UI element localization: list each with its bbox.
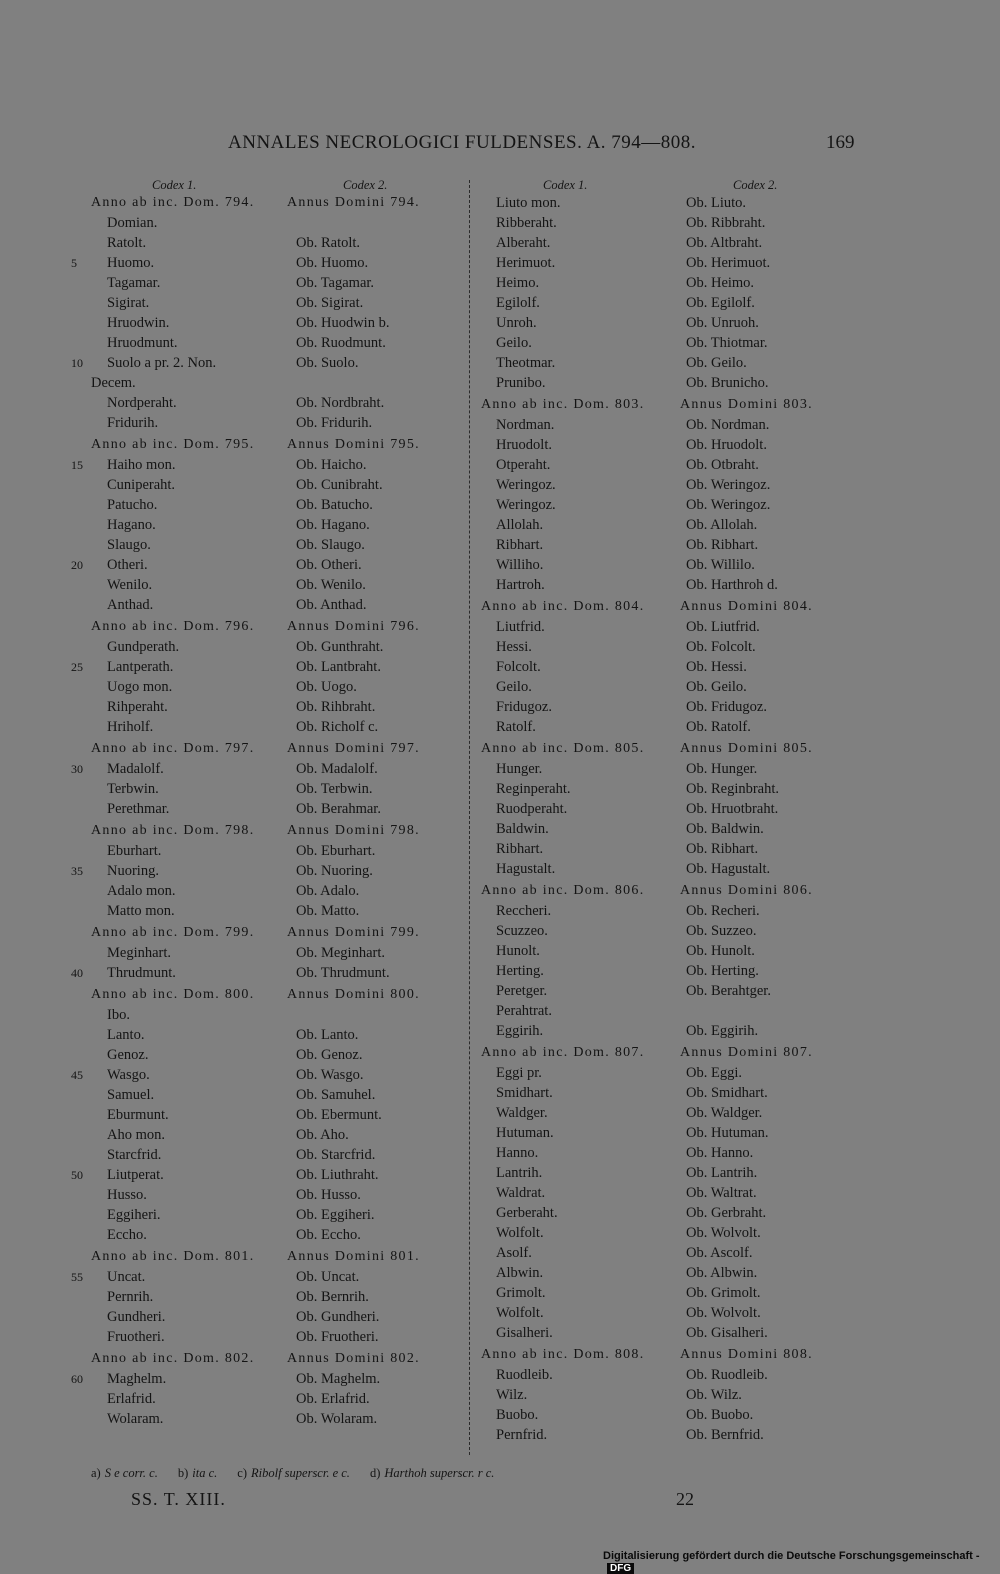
line-number: 10 [71,356,83,370]
year-heading-codex-2: Annus Domini 797. [287,741,420,756]
entry-codex-2: Ob. Ratolt. [296,235,361,251]
entry-codex-2: Ob. Albwin. [686,1265,758,1281]
entry-codex-1: Liutfrid. [496,619,545,635]
year-heading-codex-1: Anno ab inc. Dom. 808. [481,1347,645,1362]
entry-codex-2: Ob. Herimuot. [686,255,771,271]
entry-codex-2: Ob. Recheri. [686,903,760,919]
entry-codex-2: Ob. Gisalheri. [686,1325,768,1341]
entry-codex-1: Genoz. [107,1047,149,1063]
footnote [178,1466,217,1480]
entry-codex-2: Ob. Lanto. [296,1027,359,1043]
footnote-mark: d) [369,1466,381,1480]
entry-codex-1: Eggi pr. [496,1065,542,1081]
entry-codex-2: Ob. Hunolt. [686,943,755,959]
entry-codex-2: Ob. Fridurih. [296,415,373,431]
entry-codex-2: Ob. Brunicho. [686,375,769,391]
entry-codex-2: Ob. Berahtger. [686,983,771,999]
entry-codex-2: Ob. Anthad. [296,597,367,613]
entry-codex-1: Ruodleib. [496,1367,553,1383]
entry-codex-1: Unroh. [496,315,537,331]
entry-codex-1: Hriholf. [107,719,154,735]
entry-codex-2: Ob. Hagustalt. [686,861,771,877]
entry-codex-2: Ob. Uogo. [296,679,357,695]
footnote-mark: a) [91,1466,101,1480]
entry-codex-1: Ratolt. [107,235,147,251]
running-title: ANNALES NECROLOGICI FULDENSES. A. 794—808. [228,132,697,153]
entry-codex-1: Wilz. [496,1387,528,1403]
entry-codex-2: Ob. Starcfrid. [296,1147,376,1163]
line-number: 35 [71,864,83,878]
line-number: 55 [71,1270,83,1284]
entry-codex-2: Ob. Huodwin b. [296,315,390,331]
entry-codex-2: Ob. Ribhart. [686,537,759,553]
entry-codex-1: Nordperaht. [107,395,177,411]
entry-codex-2: Ob. Batucho. [296,497,373,513]
entry-codex-2: Ob. Cunibraht. [296,477,383,493]
entry-codex-1: Scuzzeo. [496,923,548,939]
entry-codex-2: Ob. Richolf c. [296,719,379,735]
entry-codex-2: Ob. Allolah. [686,517,758,533]
page-number: 169 [826,132,855,153]
entry-codex-1: Sigirat. [107,295,150,311]
entry-codex-1: Wolaram. [107,1411,164,1427]
entry-codex-1: Starcfrid. [107,1147,162,1163]
year-heading-codex-2: Annus Domini 798. [287,823,420,838]
entry-codex-1: Egilolf. [496,295,540,311]
entry-codex-1: Geilo. [496,679,532,695]
year-heading-codex-2: Annus Domini 807. [680,1045,813,1060]
entry-codex-1: Adalo mon. [107,883,176,899]
entry-codex-1: Reccheri. [496,903,552,919]
entry-codex-2: Ob. Genoz. [296,1047,363,1063]
entry-codex-1: Ribhart. [496,841,544,857]
entry-codex-1: Ribberaht. [496,215,557,231]
entry-codex-1: Uncat. [107,1269,146,1285]
year-heading-codex-1: Anno ab inc. Dom. 803. [481,397,645,412]
entry-codex-2: Ob. Erlafrid. [296,1391,370,1407]
year-heading-codex-1: Anno ab inc. Dom. 800. [91,987,255,1002]
entry-codex-1: Buobo. [496,1407,539,1423]
entry-codex-1: Fridurih. [107,415,159,431]
entry-codex-2: Ob. Suolo. [296,355,359,371]
footnote-text: S e corr. c. [104,1466,158,1480]
entry-codex-2: Ob. Fruotheri. [296,1329,379,1345]
dfg-logo: DFG [607,1563,634,1574]
entry-codex-1: Perethmar. [107,801,170,817]
entry-codex-2: Ob. Lantrih. [686,1165,758,1181]
entry-codex-1: Waldrat. [496,1185,546,1201]
entry-codex-1: Asolf. [496,1245,532,1261]
footnote-mark: b) [177,1466,189,1480]
entry-codex-2: Ob. Baldwin. [686,821,764,837]
year-heading-codex-2: Annus Domini 802. [287,1351,420,1366]
entry-codex-2: Ob. Sigirat. [296,295,364,311]
entry-codex-1: Weringoz. [496,477,556,493]
entry-codex-2: Ob. Nordbraht. [296,395,385,411]
entry-codex-2: Ob. Adalo. [296,883,360,899]
page-header [0,132,1000,162]
entry-codex-2: Ob. Altbraht. [686,235,763,251]
entry-codex-2: Ob. Buobo. [686,1407,754,1423]
entry-codex-1: Herting. [496,963,544,979]
entry-codex-2: Ob. Ruodmunt. [296,335,386,351]
footnote [237,1466,350,1480]
entry-codex-1: Thrudmunt. [107,965,176,981]
entry-codex-2: Ob. Wolaram. [296,1411,378,1427]
entry-codex-1: Smidhart. [496,1085,553,1101]
entry-codex-1: Ruodperaht. [496,801,568,817]
entry-codex-1: Gerberaht. [496,1205,558,1221]
entry-codex-2: Ob. Harthroh d. [686,577,778,593]
entry-codex-2: Ob. Ratolf. [686,719,751,735]
entry-codex-1: Rihperaht. [107,699,168,715]
entry-codex-2: Ob. Nuoring. [296,863,373,879]
entry-codex-1: Peretger. [496,983,548,999]
year-heading-codex-1: Anno ab inc. Dom. 799. [91,925,255,940]
entry-codex-1: Theotmar. [496,355,556,371]
entry-codex-1: Albwin. [496,1265,544,1281]
entry-codex-2: Ob. Hanno. [686,1145,754,1161]
line-number: 60 [71,1372,83,1386]
entry-codex-1: Madalolf. [107,761,164,777]
entry-codex-1: Allolah. [496,517,544,533]
entry-codex-1: Hanno. [496,1145,539,1161]
year-heading-codex-1: Anno ab inc. Dom. 797. [91,741,255,756]
entry-codex-1: Cuniperaht. [107,477,176,493]
entry-codex-2: Ob. Waltrat. [686,1185,757,1201]
entry-codex-2: Ob. Eccho. [296,1227,361,1243]
entry-codex-2: Ob. Gunthraht. [296,639,384,655]
entry-codex-1: Liutperat. [107,1167,164,1183]
entry-codex-2: Ob. Suzzeo. [686,923,757,939]
entry-codex-1: Husso. [107,1187,147,1203]
entry-codex-1: Reginperaht. [496,781,571,797]
entry-codex-2: Ob. Unruoh. [686,315,759,331]
entry-codex-2: Ob. Terbwin. [296,781,373,797]
entry-codex-2: Ob. Geilo. [686,679,747,695]
entry-codex-1: Tagamar. [107,275,161,291]
year-heading-codex-2: Annus Domini 805. [680,741,813,756]
entry-codex-1: Wenilo. [107,577,153,593]
year-heading-codex-1: Anno ab inc. Dom. 806. [481,883,645,898]
line-number: 50 [71,1168,83,1182]
entry-codex-1: Eggirih. [496,1023,544,1039]
entry-codex-1: Nordman. [496,417,555,433]
entry-codex-2: Ob. Ribbraht. [686,215,766,231]
entry-codex-2: Ob. Matto. [296,903,360,919]
entry-codex-2: Ob. Samuhel. [296,1087,376,1103]
entry-codex-2: Ob. Gerbraht. [686,1205,767,1221]
footnote-text: Ribolf superscr. e c. [250,1466,350,1480]
entry-codex-2: Ob. Smidhart. [686,1085,768,1101]
entry-codex-1: Otheri. [107,557,148,573]
year-heading-codex-2: Annus Domini 799. [287,925,420,940]
footnote-mark: c) [237,1466,247,1480]
entry-codex-2: Ob. Fridugoz. [686,699,767,715]
year-heading-codex-1: Anno ab inc. Dom. 801. [91,1249,255,1264]
year-heading-codex-1: Anno ab inc. Dom. 794. [91,195,255,210]
year-heading-codex-2: Annus Domini 795. [287,437,420,452]
entry-codex-1: Wasgo. [107,1067,150,1083]
entry-codex-2: Ob. Egilolf. [686,295,755,311]
entry-codex-1: Herimuot. [496,255,556,271]
entry-codex-2: Ob. Hunger. [686,761,758,777]
digitization-notice [603,1550,1000,1574]
entry-codex-1: Eggiheri. [107,1207,161,1223]
entry-codex-2: Ob. Uncat. [296,1269,360,1285]
entry-codex-2: Ob. Hruodolt. [686,437,767,453]
line-number: 40 [71,966,83,980]
entry-codex-1: Liuto mon. [496,195,561,211]
entry-codex-2: Ob. Aho. [296,1127,349,1143]
year-heading-codex-2: Annus Domini 803. [680,397,813,412]
entry-codex-2: Ob. Ribhart. [686,841,759,857]
digitization-text: Digitalisierung gefördert durch die Deutsche Forschungsgemeinschaft - [603,1550,980,1562]
entry-codex-1: Slaugo. [107,537,151,553]
entry-codex-1: Hartroh. [496,577,545,593]
entry-codex-1: Maghelm. [107,1371,167,1387]
entry-codex-2: Ob. Ebermunt. [296,1107,382,1123]
entry-codex-1: Lanto. [107,1027,145,1043]
entry-codex-1: Heimo. [496,275,540,291]
entry-codex-1: Fridugoz. [496,699,552,715]
year-heading-codex-1: Anno ab inc. Dom. 798. [91,823,255,838]
entry-codex-1: Hessi. [496,639,532,655]
entry-codex-2: Ob. Liutfrid. [686,619,760,635]
entry-codex-1: Baldwin. [496,821,549,837]
entry-codex-1: Anthad. [107,597,154,613]
entry-codex-1: Wolfolt. [496,1225,544,1241]
entry-codex-2: Ob. Weringoz. [686,477,771,493]
entry-codex-2: Ob. Hruotbraht. [686,801,779,817]
footnote [370,1466,495,1480]
year-heading-codex-1: Anno ab inc. Dom. 805. [481,741,645,756]
entry-codex-2: Ob. Herting. [686,963,759,979]
year-heading-codex-1: Anno ab inc. Dom. 807. [481,1045,645,1060]
entry-codex-1: Eburhart. [107,843,162,859]
codex-1-heading: Codex 1. [543,178,588,192]
codex-2-heading: Codex 2. [343,178,388,192]
entry-codex-1: Alberaht. [496,235,551,251]
entry-codex-2: Ob. Huomo. [296,255,369,271]
entry-codex-1: Geilo. [496,335,532,351]
entry-codex-1: Otperaht. [496,457,551,473]
entry-codex-2: Ob. Thrudmunt. [296,965,390,981]
entry-codex-2: Ob. Hagano. [296,517,370,533]
entry-codex-2: Ob. Lantbraht. [296,659,381,675]
entry-codex-2: Ob. Wolvolt. [686,1225,761,1241]
entry-codex-2: Ob. Ruodleib. [686,1367,768,1383]
entry-codex-1: Hagano. [107,517,156,533]
year-heading-codex-1: Anno ab inc. Dom. 796. [91,619,255,634]
entry-codex-1: Hunolt. [496,943,540,959]
entry-codex-1: Prunibo. [496,375,546,391]
footnote [91,1466,158,1480]
entry-codex-1: Hruodmunt. [107,335,178,351]
entry-codex-2: Ob. Otbraht. [686,457,759,473]
entry-codex-1: Lantperath. [107,659,174,675]
entry-codex-2: Ob. Willilo. [686,557,755,573]
entry-codex-2: Ob. Madalolf. [296,761,378,777]
entry-codex-1: Weringoz. [496,497,556,513]
entry-codex-1: Hutuman. [496,1125,554,1141]
entry-codex-2: Ob. Rihbraht. [296,699,376,715]
entry-codex-1: Huomo. [107,255,155,271]
entry-codex-1: Williho. [496,557,544,573]
entry-codex-1: Samuel. [107,1087,155,1103]
entry-codex-1: Eburmunt. [107,1107,169,1123]
entry-codex-1: Pernrih. [107,1289,154,1305]
year-heading-codex-2: Annus Domini 796. [287,619,420,634]
entry-codex-1: Fruotheri. [107,1329,165,1345]
entry-codex-1: Waldger. [496,1105,548,1121]
line-number: 20 [71,558,83,572]
entry-codex-2: Ob. Husso. [296,1187,361,1203]
year-heading-codex-2: Annus Domini 794. [287,195,420,210]
entry-codex-2: Ob. Bernfrid. [686,1427,764,1443]
entry-codex-1: Domian. [107,215,158,231]
codex-2-heading: Codex 2. [733,178,778,192]
entry-codex-1: Hruodwin. [107,315,170,331]
codex-1-heading: Codex 1. [152,178,197,192]
entry-codex-1: Haiho mon. [107,457,176,473]
line-number: 45 [71,1068,83,1082]
entry-codex-2: Ob. Eggiheri. [296,1207,375,1223]
entry-codex-1: Eccho. [107,1227,147,1243]
entry-codex-1: Lantrih. [496,1165,543,1181]
entry-codex-2: Ob. Heimo. [686,275,755,291]
entry-codex-2: Ob. Eggirih. [686,1023,759,1039]
entry-codex-1: Suolo a pr. 2. Non. [107,355,217,371]
entry-codex-2: Ob. Otheri. [296,557,362,573]
year-heading-codex-2: Annus Domini 806. [680,883,813,898]
entry-codex-2: Ob. Berahmar. [296,801,381,817]
entry-codex-2: Ob. Folcolt. [686,639,756,655]
entry-codex-2: Ob. Ascolf. [686,1245,753,1261]
entry-codex-2: Ob. Maghelm. [296,1371,381,1387]
entry-codex-1: Patucho. [107,497,158,513]
year-heading-codex-1: Anno ab inc. Dom. 804. [481,599,645,614]
entry-codex-1: Decem. [91,375,136,391]
entry-codex-1: Aho mon. [107,1127,165,1143]
entry-codex-2: Ob. Weringoz. [686,497,771,513]
entry-codex-2: Ob. Tagamar. [296,275,375,291]
entry-codex-1: Hagustalt. [496,861,556,877]
year-heading-codex-1: Anno ab inc. Dom. 795. [91,437,255,452]
entry-codex-2: Ob. Haicho. [296,457,367,473]
entry-codex-2: Ob. Meginhart. [296,945,385,961]
year-heading-codex-2: Annus Domini 804. [680,599,813,614]
entry-codex-1: Folcolt. [496,659,541,675]
year-heading-codex-2: Annus Domini 808. [680,1347,813,1362]
entry-codex-2: Ob. Waldger. [686,1105,763,1121]
entry-codex-2: Ob. Slaugo. [296,537,365,553]
entry-codex-2: Ob. Wolvolt. [686,1305,761,1321]
entry-codex-1: Wolfolt. [496,1305,544,1321]
entry-codex-1: Hruodolt. [496,437,552,453]
entry-codex-1: Erlafrid. [107,1391,156,1407]
column-divider [469,180,470,1455]
footnote-text: Harthoh superscr. r c. [384,1466,495,1480]
entry-codex-1: Ratolf. [496,719,536,735]
entry-codex-1: Meginhart. [107,945,172,961]
entry-codex-1: Gundheri. [107,1309,166,1325]
entry-codex-1: Nuoring. [107,863,159,879]
line-number: 15 [71,458,83,472]
entry-codex-1: Grimolt. [496,1285,546,1301]
entry-codex-1: Matto mon. [107,903,175,919]
entry-codex-2: Ob. Wasgo. [296,1067,364,1083]
entry-codex-2: Ob. Thiotmar. [686,335,768,351]
printer-signature: SS. T. XIII. [131,1489,226,1509]
entry-codex-2: Ob. Hessi. [686,659,747,675]
year-heading-codex-1: Anno ab inc. Dom. 802. [91,1351,255,1366]
entry-codex-1: Gundperath. [107,639,180,655]
year-heading-codex-2: Annus Domini 801. [287,1249,420,1264]
entry-codex-1: Gisalheri. [496,1325,553,1341]
entry-codex-1: Terbwin. [107,781,159,797]
entry-codex-2: Ob. Gundheri. [296,1309,380,1325]
entry-codex-2: Ob. Bernrih. [296,1289,369,1305]
year-heading-codex-2: Annus Domini 800. [287,987,420,1002]
entry-codex-2: Ob. Wenilo. [296,577,366,593]
entry-codex-2: Ob. Liuto. [686,195,747,211]
line-number: 30 [71,762,83,776]
entry-codex-2: Ob. Wilz. [686,1387,742,1403]
entry-codex-1: Hunger. [496,761,543,777]
entry-codex-2: Ob. Grimolt. [686,1285,761,1301]
entry-codex-1: Ribhart. [496,537,544,553]
footnote-text: ita c. [192,1466,218,1480]
entry-codex-1: Pernfrid. [496,1427,548,1443]
signature-sheet-number: 22 [676,1489,694,1509]
entry-codex-2: Ob. Reginbraht. [686,781,780,797]
entry-codex-2: Ob. Eggi. [686,1065,742,1081]
entry-codex-2: Ob. Liuthraht. [296,1167,379,1183]
footnotes [91,1466,514,1481]
entry-codex-2: Ob. Hutuman. [686,1125,769,1141]
entry-codex-1: Perahtrat. [496,1003,552,1019]
entry-codex-2: Ob. Eburhart. [296,843,376,859]
line-number: 5 [71,256,77,270]
entry-codex-2: Ob. Nordman. [686,417,770,433]
entry-codex-1: Ibo. [107,1007,130,1023]
entry-codex-2: Ob. Geilo. [686,355,747,371]
entry-codex-1: Uogo mon. [107,679,173,695]
line-number: 25 [71,660,83,674]
